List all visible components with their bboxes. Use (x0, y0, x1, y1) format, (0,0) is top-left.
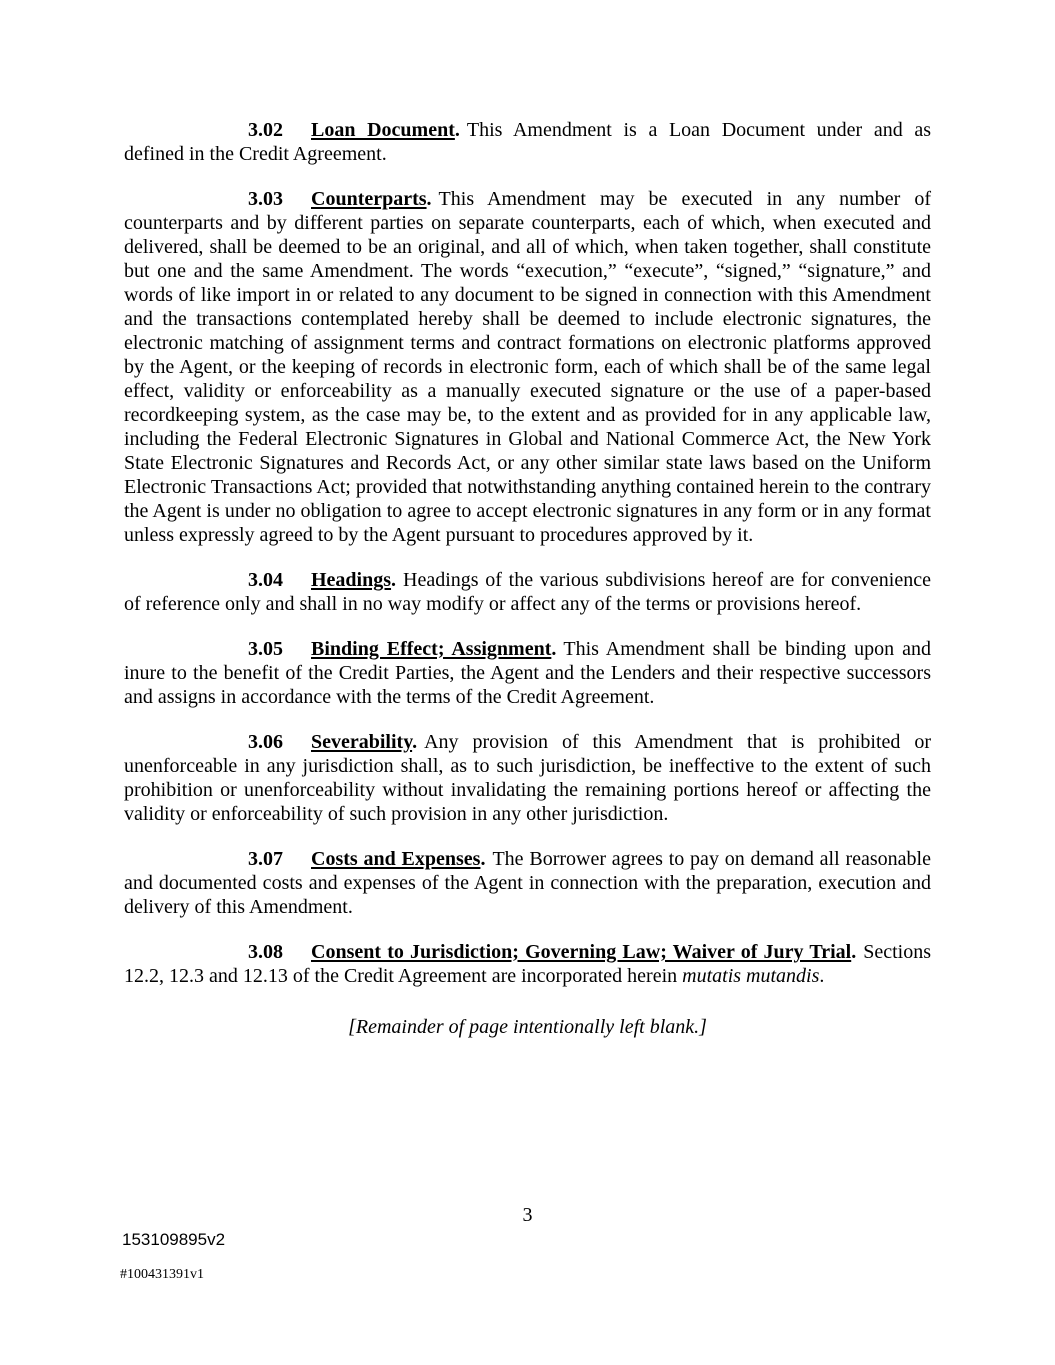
section-separator: . (426, 188, 432, 210)
section-3-03 (124, 187, 931, 547)
section-3-04 (124, 568, 931, 616)
section-3-06 (124, 730, 931, 826)
page-number: 3 (522, 1204, 533, 1226)
section-number: 3.04 (248, 569, 283, 591)
section-body: Sections 12.2, 12.3 and 12.13 of the Credit Agreement are incorporated herein (124, 941, 931, 987)
section-number: 3.03 (248, 188, 283, 210)
section-3-02 (124, 118, 931, 166)
section-number: 3.08 (248, 941, 283, 963)
section-separator: . (454, 119, 460, 141)
section-3-07 (124, 847, 931, 919)
section-title: Consent to Jurisdiction; Governing Law; Waiver of Jury Trial (311, 941, 852, 963)
section-number: 3.02 (248, 119, 283, 141)
section-body-end: . (819, 965, 825, 987)
section-body: This Amendment shall be binding upon and inure to the benefit of the Credit Parties, the Agent and the Lenders and their respective successors and assigns in accordance with the terms of the Credit Agreement. (124, 638, 931, 708)
section-separator: . (480, 848, 486, 870)
section-body: This Amendment may be executed in any number of counterparts and by different parties on separate counterparts, each of which, when executed and delivered, shall be deemed to be an original, and all of which, when taken together, shall constitute but one and the same Amendment. The words “execution,” “execute”, “signed,” “signature,” and words of like import in or related to any document to be signed in connection with this Amendment and the transactions contemplated hereby shall be deemed to include electronic signatures, the electronic matching of assignment terms and contract formations on electronic platforms approved by the Agent, or the keeping of records in electronic form, each of which shall be of the same legal effect, validity or enforceability as a manually executed signature or the use of a paper-based recordkeeping system, as the case may be, to the extent and as provided for in any applicable law, including the Federal Electronic Signatures in Global and National Commerce Act, the New York State Electronic Signatures and Records Act, or any other similar state laws based on the Uniform Electronic Transactions Act; provided that notwithstanding anything contained herein to the contrary the Agent is under no obligation to agree to accept electronic signatures in any form or in any format unless expressly agreed to by the Agent pursuant to procedures approved by it. (124, 188, 931, 546)
section-title: Loan Document (311, 119, 455, 141)
section-number: 3.06 (248, 731, 283, 753)
section-body: The Borrower agrees to pay on demand all reasonable and documented costs and expenses of the Agent in connection with the preparation, execution and delivery of this Amendment. (124, 848, 931, 918)
section-3-08 (124, 940, 931, 988)
section-separator: . (551, 638, 557, 660)
section-title: Counterparts (311, 188, 427, 210)
section-title: Severability (311, 731, 413, 753)
section-separator: . (391, 569, 397, 591)
section-number: 3.05 (248, 638, 283, 660)
section-body: This Amendment is a Loan Document under and as defined in the Credit Agreement. (124, 119, 932, 165)
remainder-notice: [Remainder of page intentionally left blank.] (348, 1016, 707, 1038)
document-body (124, 118, 931, 1039)
doc-stamp-secondary: #100431391v1 (120, 1267, 204, 1282)
section-body: Any provision of this Amendment that is prohibited or unenforceable in any jurisdiction shall, as to such jurisdiction, be ineffective to the extent of such prohibition or unenforceability without invalidating the remaining portions hereof or affecting the validity or enforceability of such provision in any other jurisdiction. (124, 731, 931, 825)
section-body-latin-phrase: mutatis mutandis (682, 965, 820, 987)
section-body: Headings of the various subdivisions hereof are for convenience of reference only and shall in no way modify or affect any of the terms or provisions hereof. (124, 569, 931, 615)
section-title: Headings (311, 569, 392, 591)
section-title: Costs and Expenses (311, 848, 481, 870)
section-number: 3.07 (248, 848, 283, 870)
section-title: Binding Effect; Assignment (311, 638, 552, 660)
section-separator: . (412, 731, 418, 753)
doc-stamp-primary: 153109895v2 (122, 1230, 226, 1249)
section-separator: . (851, 941, 857, 963)
section-3-05 (124, 637, 931, 709)
